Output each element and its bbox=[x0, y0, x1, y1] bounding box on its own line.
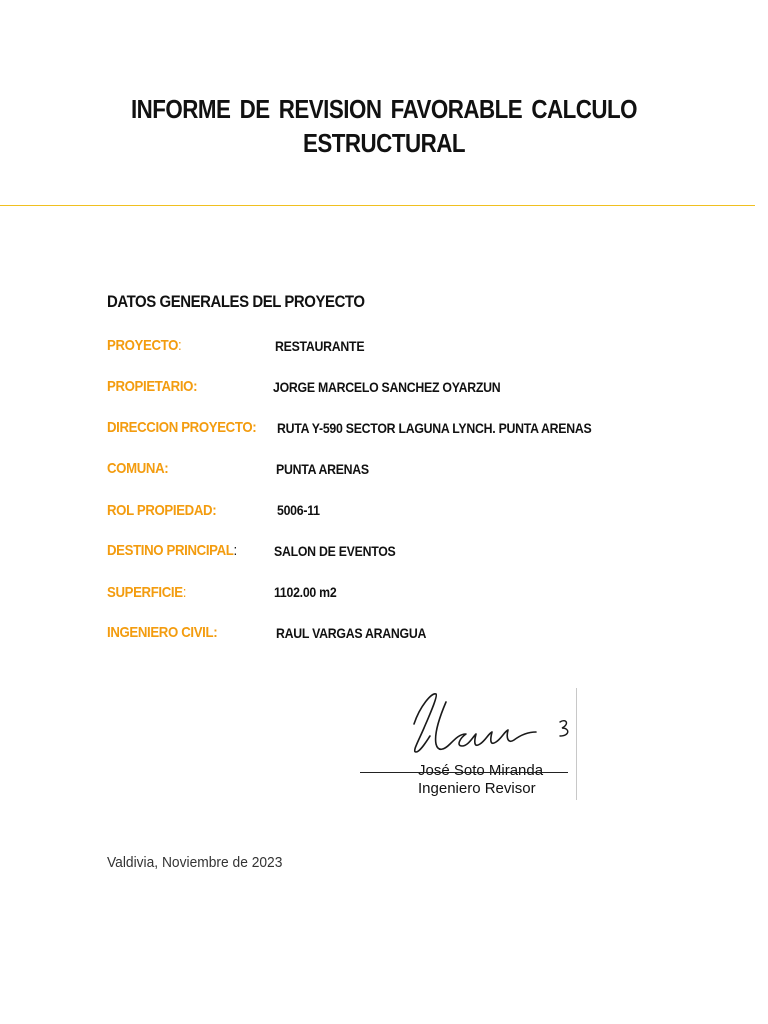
field-value-rol-propiedad: 5006-11 bbox=[277, 502, 320, 518]
field-label-ingeniero-civil: INGENIERO CIVIL: bbox=[107, 624, 218, 641]
title-line-1: INFORME DE REVISION FAVORABLE CALCULO bbox=[130, 94, 638, 124]
signer-role: Ingeniero Revisor bbox=[418, 780, 536, 797]
signature-line bbox=[360, 772, 568, 773]
field-value-direccion: RUTA Y-590 SECTOR LAGUNA LYNCH. PUNTA ARENAS bbox=[277, 420, 592, 436]
document-title bbox=[105, 92, 662, 160]
header-divider bbox=[0, 205, 755, 206]
signature-vertical-line bbox=[576, 688, 577, 800]
place-date: Valdivia, Noviembre de 2023 bbox=[107, 854, 283, 871]
field-label-comuna: COMUNA: bbox=[107, 460, 169, 477]
title-line-2: ESTRUCTURAL bbox=[302, 128, 466, 158]
field-value-comuna: PUNTA ARENAS bbox=[276, 461, 369, 477]
field-label-rol-propiedad: ROL PROPIEDAD: bbox=[107, 502, 217, 519]
field-value-propietario: JORGE MARCELO SANCHEZ OYARZUN bbox=[273, 379, 501, 395]
field-label-proyecto: PROYECTO: bbox=[107, 337, 182, 354]
field-value-proyecto: RESTAURANTE bbox=[275, 338, 365, 354]
field-label-direccion: DIRECCION PROYECTO: bbox=[107, 419, 257, 436]
field-value-ingeniero-civil: RAUL VARGAS ARANGUA bbox=[276, 625, 427, 641]
signature-block bbox=[360, 686, 580, 801]
field-label-destino-principal: DESTINO PRINCIPAL: bbox=[107, 542, 237, 559]
signer-name: José Soto Miranda bbox=[418, 762, 544, 779]
handwritten-signature bbox=[390, 686, 580, 766]
field-label-superficie: SUPERFICIE: bbox=[107, 584, 187, 601]
field-value-destino-principal: SALON DE EVENTOS bbox=[274, 543, 396, 559]
section-title: DATOS GENERALES DEL PROYECTO bbox=[107, 292, 365, 311]
field-value-superficie: 1102.00 m2 bbox=[274, 584, 337, 600]
field-label-propietario: PROPIETARIO: bbox=[107, 378, 198, 395]
